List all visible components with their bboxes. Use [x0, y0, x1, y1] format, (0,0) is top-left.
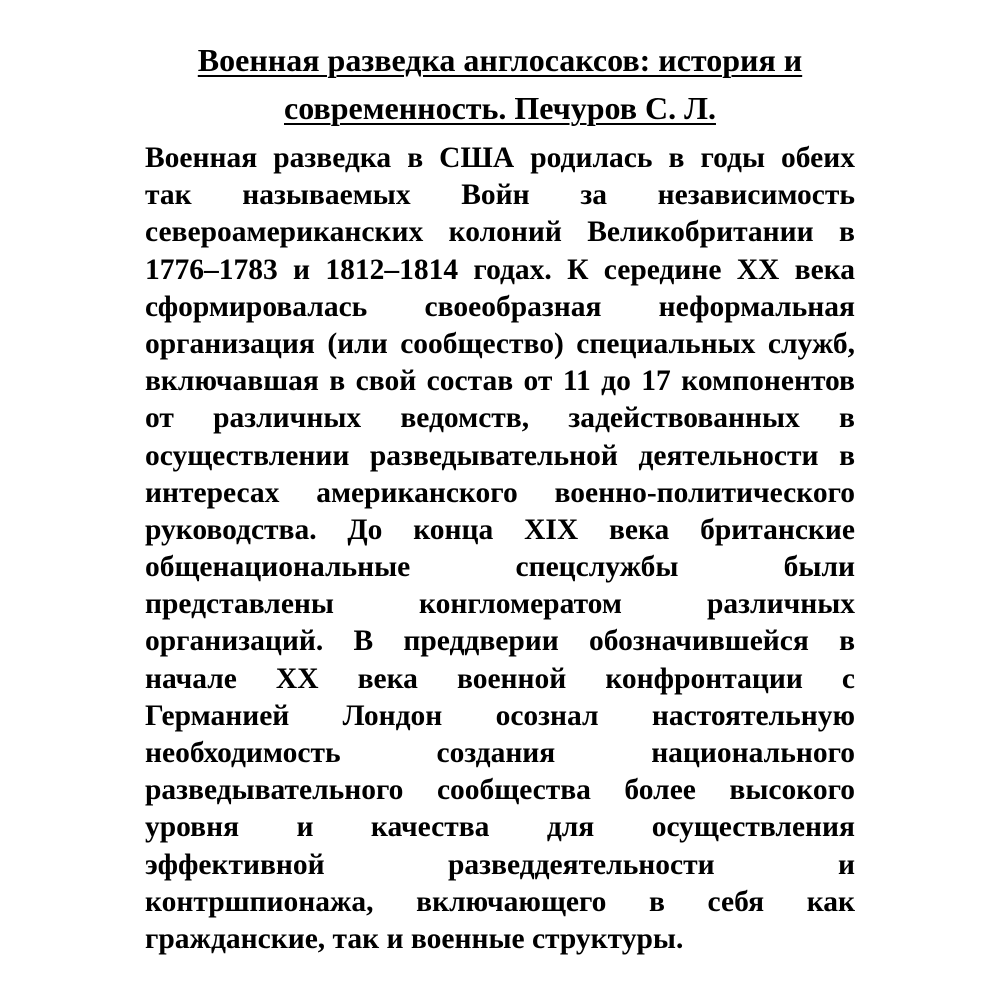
title-line: современность. Печуров С. Л.: [284, 90, 716, 126]
text-line: начале XX века военной конфронтации с: [145, 662, 855, 695]
text-line: необходимость создания национального: [145, 737, 855, 769]
text-line: уровня и качества для осуществления: [145, 811, 855, 844]
text-line: руководства. До конца XIX века британские: [145, 513, 855, 546]
text-line: 1776–1783 и 1812–1814 годах. К середине XX века: [145, 253, 855, 286]
text-line: интересах американского военно-политического: [145, 476, 855, 509]
title-line: Военная разведка англосаксов: история и: [197, 42, 803, 78]
text-line: Военная разведка в США родилась в годы обеих: [145, 142, 855, 174]
text-line: сформировалась своеобразная неформальная: [145, 290, 855, 323]
text-line: от различных ведомств, задействованных в: [145, 402, 855, 435]
text-line: так называемых Войн за независимость: [145, 179, 855, 212]
text-line: гражданские, так и военные структуры.: [145, 922, 684, 955]
text-line: организаций. В преддверии обозначившейся в: [145, 625, 855, 658]
text-line: общенациональные спецслужбы были: [145, 551, 855, 584]
text-line: эффективной разведдеятельности и: [145, 848, 855, 881]
text-line: организация (или сообщество) специальных служб,: [145, 327, 855, 360]
text-line: осуществлении разведывательной деятельности в: [145, 439, 855, 472]
document-title: [140, 36, 860, 132]
body-paragraph: [145, 140, 855, 958]
text-line: контршпионажа, включающего в себя как: [145, 885, 855, 918]
text-line: представлены конгломератом различных: [145, 588, 855, 621]
text-line: североамериканских колоний Великобритании в: [145, 216, 855, 249]
text-line: Германией Лондон осознал настоятельную: [145, 699, 855, 732]
text-line: разведывательного сообщества более высокого: [145, 774, 855, 807]
text-line: включавшая в свой состав от 11 до 17 компонентов: [145, 365, 855, 398]
